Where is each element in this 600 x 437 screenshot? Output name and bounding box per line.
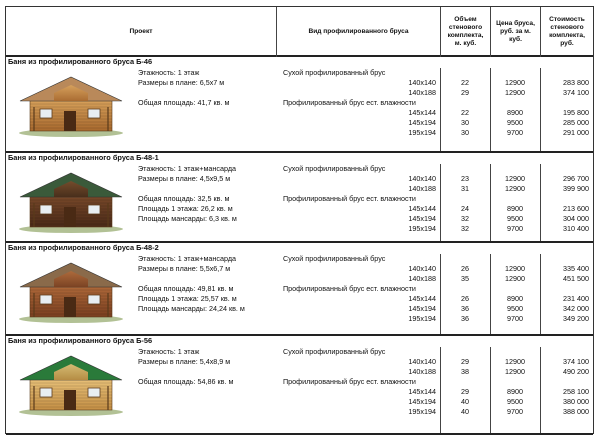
price-cell: 9500 [507, 304, 523, 313]
cost-cell: 213 600 [563, 204, 589, 213]
price-cell: 12900 [505, 357, 525, 366]
project-param: Общая площадь: 49,81 кв. м [138, 284, 234, 293]
project-param: Размеры в плане: 5,5х6,7 м [138, 264, 231, 273]
header-volume: Объем стенового комплекта, м. куб. [440, 7, 490, 57]
size-cell: 145х144 [408, 294, 436, 303]
project-param: Общая площадь: 32,5 кв. м [138, 194, 230, 203]
cost-cell: 388 000 [563, 407, 589, 416]
price-cell: 9500 [507, 214, 523, 223]
size-cell: 195х194 [408, 407, 436, 416]
cost-cell: 285 000 [563, 118, 589, 127]
project-param: Этажность: 1 этаж+мансарда [138, 254, 237, 263]
project-param: Площадь 1 этажа: 25,57 кв. м [138, 294, 237, 303]
size-cell: 140х188 [408, 367, 436, 376]
size-cell: 145х144 [408, 108, 436, 117]
project-param: Площадь мансарды: 6,3 кв. м [138, 214, 237, 223]
vol-cell: 36 [461, 314, 469, 323]
vol-cell: 29 [461, 88, 469, 97]
size-cell: 140х188 [408, 88, 436, 97]
price-cell: 9700 [507, 407, 523, 416]
vol-cell: 32 [461, 214, 469, 223]
project-param: Общая площадь: 54,86 кв. м [138, 377, 234, 386]
size-cell: 140х188 [408, 184, 436, 193]
project-title: Баня из профилированного бруса Б-46 [8, 57, 153, 66]
cost-cell: 349 200 [563, 314, 589, 323]
price-cell: 12900 [505, 367, 525, 376]
cost-cell: 296 700 [563, 174, 589, 183]
price-cell: 12900 [505, 274, 525, 283]
price-table [5, 6, 594, 434]
vol-cell: 26 [461, 294, 469, 303]
natural-wood-label: Профилированный брус ест. влажности [283, 284, 416, 293]
price-cell: 9700 [507, 314, 523, 323]
header-project: Проект [129, 27, 153, 35]
natural-wood-label: Профилированный брус ест. влажности [283, 377, 416, 386]
price-cell: 12900 [505, 78, 525, 87]
price-cell: 12900 [505, 174, 525, 183]
vol-cell: 30 [461, 128, 469, 137]
vol-cell: 24 [461, 204, 469, 213]
project-title: Баня из профилированного бруса Б-56 [8, 336, 153, 345]
price-cell: 9700 [507, 224, 523, 233]
price-cell: 8900 [507, 204, 523, 213]
cost-cell: 195 800 [563, 108, 589, 117]
cost-cell: 374 100 [563, 357, 589, 366]
size-cell: 140х140 [408, 78, 436, 87]
natural-wood-label: Профилированный брус ест. влажности [283, 98, 416, 107]
dry-wood-label: Сухой профилированный брус [283, 347, 386, 356]
dry-wood-label: Сухой профилированный брус [283, 254, 386, 263]
cost-cell: 304 000 [563, 214, 589, 223]
size-cell: 140х140 [408, 264, 436, 273]
project-param: Размеры в плане: 5,4х8,9 м [138, 357, 231, 366]
cost-cell: 335 400 [563, 264, 589, 273]
project-param: Этажность: 1 этаж [138, 347, 200, 356]
price-cell: 8900 [507, 294, 523, 303]
cost-cell: 258 100 [563, 387, 589, 396]
cost-cell: 283 800 [563, 78, 589, 87]
price-cell: 9700 [507, 128, 523, 137]
cost-cell: 490 200 [563, 367, 589, 376]
header-cost: Стоимость стенового комплекта, руб. [540, 7, 593, 57]
price-cell: 12900 [505, 184, 525, 193]
vol-cell: 35 [461, 274, 469, 283]
dry-wood-label: Сухой профилированный брус [283, 164, 386, 173]
project-block [6, 336, 593, 435]
price-cell: 12900 [505, 88, 525, 97]
vol-cell: 26 [461, 264, 469, 273]
cost-cell: 374 100 [563, 88, 589, 97]
vol-cell: 30 [461, 118, 469, 127]
size-cell: 145х194 [408, 118, 436, 127]
size-cell: 145х144 [408, 204, 436, 213]
project-title: Баня из профилированного бруса Б-48-2 [8, 243, 159, 252]
vol-cell: 29 [461, 357, 469, 366]
header-type: Вид профилированного бруса [276, 7, 440, 57]
size-cell: 145х194 [408, 304, 436, 313]
cost-cell: 342 000 [563, 304, 589, 313]
vol-cell: 29 [461, 387, 469, 396]
vol-cell: 22 [461, 78, 469, 87]
size-cell: 145х194 [408, 214, 436, 223]
size-cell: 140х140 [408, 357, 436, 366]
cost-cell: 310 400 [563, 224, 589, 233]
project-block [6, 57, 593, 153]
project-param: Площадь мансарды: 24,24 кв. м [138, 304, 245, 313]
project-param: Общая площадь: 41,7 кв. м [138, 98, 230, 107]
project-param: Площадь 1 этажа: 26,2 кв. м [138, 204, 233, 213]
project-param: Размеры в плане: 4,5х9,5 м [138, 174, 231, 183]
price-cell: 9500 [507, 397, 523, 406]
price-cell: 12900 [505, 264, 525, 273]
size-cell: 195х194 [408, 128, 436, 137]
table-header [6, 7, 593, 57]
house-image [16, 71, 126, 139]
house-image [16, 167, 126, 235]
project-param: Этажность: 1 этаж+мансарда [138, 164, 237, 173]
price-cell: 8900 [507, 387, 523, 396]
size-cell: 145х144 [408, 387, 436, 396]
project-block [6, 243, 593, 336]
natural-wood-label: Профилированный брус ест. влажности [283, 194, 416, 203]
project-title: Баня из профилированного бруса Б-48-1 [8, 153, 159, 162]
vol-cell: 31 [461, 184, 469, 193]
vol-cell: 36 [461, 304, 469, 313]
vol-cell: 38 [461, 367, 469, 376]
project-param: Этажность: 1 этаж [138, 68, 200, 77]
vol-cell: 32 [461, 224, 469, 233]
size-cell: 140х140 [408, 174, 436, 183]
size-cell: 140х188 [408, 274, 436, 283]
vol-cell: 40 [461, 397, 469, 406]
cost-cell: 380 000 [563, 397, 589, 406]
house-image [16, 257, 126, 325]
project-block [6, 153, 593, 243]
vol-cell: 40 [461, 407, 469, 416]
vol-cell: 22 [461, 108, 469, 117]
cost-cell: 399 900 [563, 184, 589, 193]
cost-cell: 291 000 [563, 128, 589, 137]
size-cell: 145х194 [408, 397, 436, 406]
house-image [16, 350, 126, 418]
vol-cell: 23 [461, 174, 469, 183]
price-cell: 8900 [507, 108, 523, 117]
header-price: Цена бруса, руб. за м. куб. [490, 7, 540, 57]
price-cell: 9500 [507, 118, 523, 127]
size-cell: 195х194 [408, 224, 436, 233]
project-param: Размеры в плане: 6,5х7 м [138, 78, 225, 87]
cost-cell: 231 400 [563, 294, 589, 303]
dry-wood-label: Сухой профилированный брус [283, 68, 386, 77]
size-cell: 195х194 [408, 314, 436, 323]
cost-cell: 451 500 [563, 274, 589, 283]
